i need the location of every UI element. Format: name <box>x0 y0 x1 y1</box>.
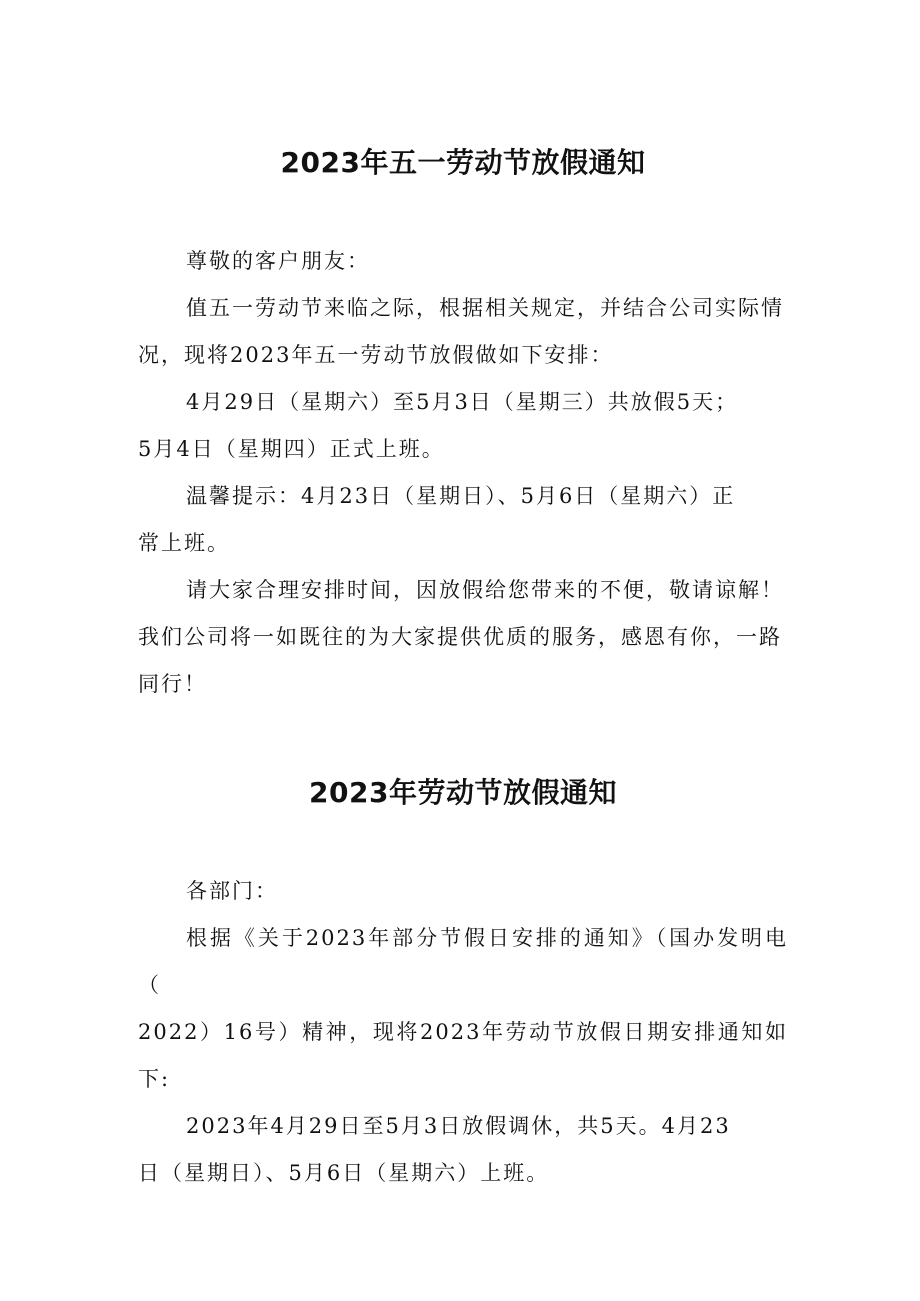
text-line: 值五一劳动节来临之际，根据相关规定，并结合公司实际情 <box>186 296 784 320</box>
spacer <box>138 828 788 868</box>
text-line: 日（星期日）、5月6日（星期六）上班。 <box>138 1161 550 1185</box>
text-line: 我们公司将一如既往的为大家提供优质的服务，感恩有你，一路 <box>138 625 782 649</box>
text-line: 根据《关于2023年部分节假日安排的通知》（国办发明电（ <box>138 926 788 997</box>
paragraph-basis <box>138 915 788 1103</box>
text-line: 2023年4月29日至5月3日放假调休，共5天。4月23 <box>186 1114 731 1138</box>
text-line: 同行！ <box>138 672 207 696</box>
spacer <box>138 198 788 238</box>
text-line: 况，现将2023年五一劳动节放假做如下安排： <box>138 343 614 367</box>
text-line: 5月4日（星期四）正式上班。 <box>138 437 445 461</box>
text-line: 2022）16号）精神，现将2023年劳动节放假日期安排通知如下: <box>138 1020 788 1091</box>
paragraph-schedule <box>138 1103 788 1197</box>
paragraph-schedule <box>138 379 788 473</box>
salutation: 尊敬的客户朋友： <box>186 249 370 273</box>
paragraph-closing <box>138 567 788 708</box>
salutation: 各部门： <box>186 879 278 903</box>
notice-title: 2023年五一劳动节放假通知 <box>280 146 646 179</box>
text-line: 请大家合理安排时间，因放假给您带来的不便，敬请谅解！ <box>186 578 784 602</box>
notice-labor-day-departments <box>138 768 788 1197</box>
text-line: 常上班。 <box>138 531 230 555</box>
paragraph-reminder <box>138 473 788 567</box>
text-line: 4月29日（星期六）至5月3日（星期三）共放假5天； <box>186 390 739 414</box>
notice-title: 2023年劳动节放假通知 <box>309 776 617 809</box>
text-line: 温馨提示：4月23日（星期日）、5月6日（星期六）正 <box>186 484 736 508</box>
notice-may-day-customers <box>138 138 788 708</box>
paragraph-intro <box>138 285 788 379</box>
